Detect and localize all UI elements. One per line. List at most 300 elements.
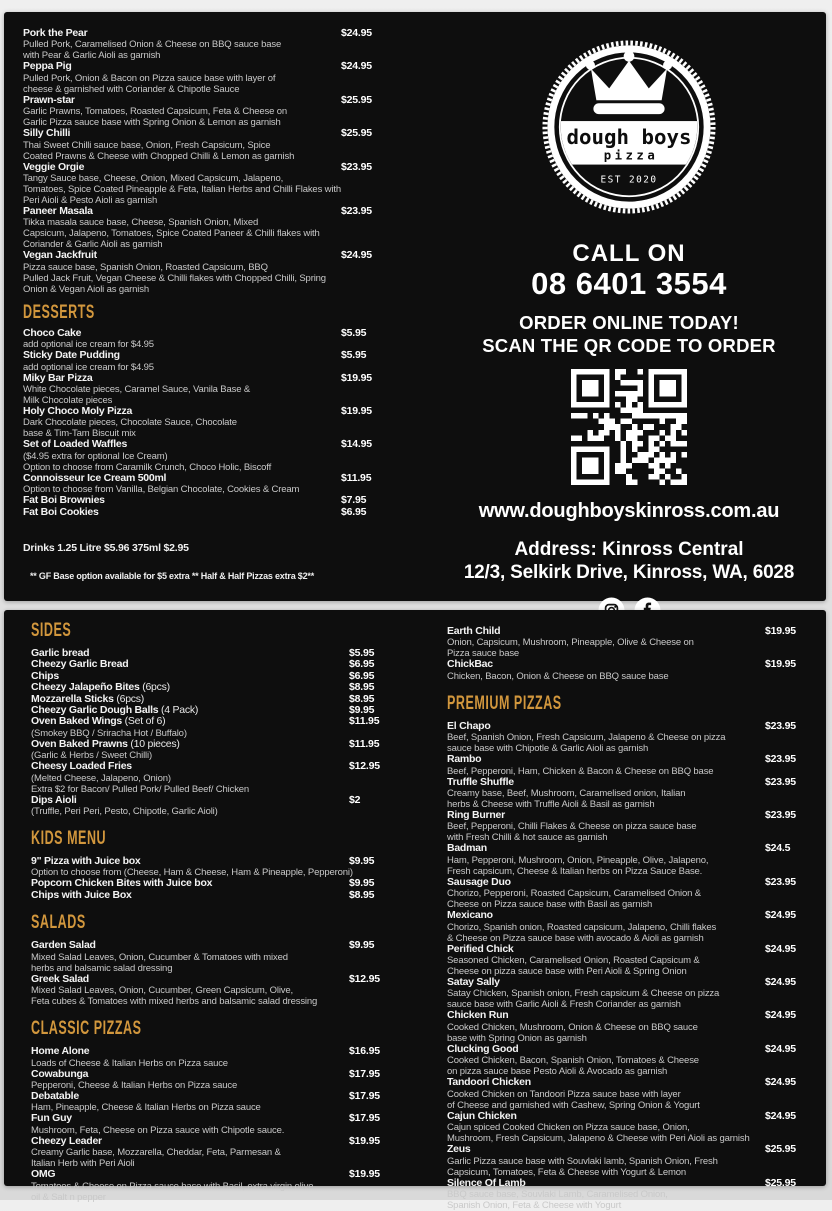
menu-item-description: Cheese on Pizza sauce base with Basil as garnish [447,899,653,911]
menu-item-name: Badman [447,842,487,855]
menu-item-greek-salad [31,974,391,1007]
menu-item-row [31,1069,391,1080]
menu-item-row [447,910,811,921]
menu-item-description: oil & Salt n pepper [31,1191,106,1203]
menu-item-chips-with-juice-box [31,890,391,901]
menu-item-name: Cajun Chicken [447,1109,517,1122]
address-line2: 12/3, Selkirk Drive, Kinross, WA, 6028 [463,562,795,583]
menu-item-name: 9" Pizza with Juice box [31,855,141,868]
menu-item-name: Clucking Good [447,1042,519,1055]
menu-item-cheezy-garlic-bread [31,659,391,670]
menu-item-name: Holy Choco Moly Pizza [23,405,133,418]
menu-item-name: Chips with Juice Box [31,888,132,901]
menu-item-row [23,495,395,506]
menu-item-description: Fresh capsicum, Cheese & Italian herbs on Pizza Sauce Base. [447,865,703,877]
menu-item-description: Chorizo, Pepperoni, Roasted Capsicum, Caramelised Onion & [447,888,701,900]
menu-item-row [23,206,395,217]
menu-item-row [23,61,395,72]
gf-base-footnote: ** GF Base option available for $5 extra ** Half & Half Pizzas extra $2** [30,571,315,582]
menu-item-price: $24.95 [765,1109,796,1122]
crown-icon [586,51,672,114]
menu-item-price: $24.95 [765,942,796,955]
menu-item-price: $8.95 [349,692,375,705]
menu-item-price: $7.95 [341,494,367,507]
menu-item-row [31,940,391,951]
menu-item-name-suffix: (10 pieces) [127,737,180,750]
menu-item-miky-bar-pizza [23,373,395,406]
menu-item-description: Mixed Salad Leaves, Onion, Cucumber, Green Capsicum, Olive, [31,985,294,997]
menu-item-name: Perified Chick [447,942,514,955]
menu-item-description: add optional ice cream for $4.95 [23,339,154,351]
menu-item-description: Pulled Jack Fruit, Vegan Cheese & Chilli flakes with Chopped Chilli, Spring [23,272,326,284]
menu-item-description: Extra $2 for Bacon/ Pulled Pork/ Pulled Beef/ Chicken [31,783,250,795]
menu-item-price: $16.95 [349,1045,380,1058]
menu-item-description: Thai Sweet Chilli sauce base, Onion, Fresh Capsicum, Spice [23,139,271,151]
menu-item-prawn-star [23,95,395,128]
menu-item-price: $24.95 [765,909,796,922]
menu-item-row [23,507,395,518]
section-heading-desserts [23,301,395,323]
call-on-label: CALL ON [572,240,686,267]
menu-item-name: Garden Salad [31,939,96,952]
menu-item-price: $5.95 [349,647,375,659]
menu-item-description: Mushroom, Fresh Capsicum, Jalapeno & Cheese with Peri Aioli as garnish [447,1133,750,1145]
menu-item-row [31,761,391,772]
menu-item-price: $25.95 [341,127,372,140]
menu-item-mexicano [447,910,811,943]
menu-item-set-of-loaded-waffles [23,439,395,472]
menu-item-description: Beef, Pepperoni, Ham, Chicken & Bacon & Cheese on BBQ base [447,765,714,777]
menu-item-row [31,890,391,901]
menu-item-price: $25.95 [765,1143,796,1156]
menu-item-row [447,721,811,732]
scan-qr-text: SCAN THE QR CODE TO ORDER [482,335,776,356]
menu-item-description: Chorizo, Spanish onion, Roasted capsicum, Jalapeno, Chilli flakes [447,921,717,933]
menu-item-name: Paneer Masala [23,205,93,218]
menu-item-cajun-chicken [447,1111,811,1144]
menu-item-description: Coated Prawns & Cheese with Chopped Chilli & Lemon as garnish [23,150,295,162]
menu-item-name: Miky Bar Pizza [23,371,93,384]
menu-item-name: El Chapo [447,719,491,732]
menu-item-name: Sticky Date Pudding [23,349,120,362]
menu-item-name: Choco Cake [23,326,82,339]
menu-item-name: Connoisseur Ice Cream 500ml [23,471,167,484]
menu-item-price: $5.95 [341,349,367,362]
menu-item-name-suffix: (4 Pack) [158,704,199,717]
menu-item-name: Fun Guy [31,1112,72,1125]
menu-item-description: Creamy base, Beef, Mushroom, Caramelised onion, Italian [447,788,686,800]
menu-item-description: Capsicum, Tomatoes, Feta & Cheese with Yogurt & Lemon [447,1166,687,1178]
menu-item-name: Peppa Pig [23,60,72,73]
menu-item-name: Popcorn Chicken Bites with Juice box [31,877,213,890]
menu-item-cheesy-loaded-fries [31,761,391,794]
menu-item-description: Ham, Pepperoni, Mushroom, Onion, Pineapple, Olive, Jalapeno, [447,854,709,866]
menu-item-description: Tomatoes, Spice Coated Pineapple & Feta, Italian Herbs and Chilli Flakes with [23,184,341,196]
menu-item-price: $14.95 [341,438,372,451]
menu-item-description: Pizza sauce base [447,648,520,660]
menu-item-row [23,473,395,484]
menu-item-row [447,810,811,821]
menu-item-description: Onion, Capsicum, Mushroom, Pineapple, Olive & Cheese on [447,637,694,649]
menu-item-fat-boi-cookies [23,507,395,518]
menu-item-price: $5.95 [341,326,367,339]
menu-item-description: Option to choose from Vanilla, Belgian Chocolate, Cookies & Cream [23,484,300,496]
menu-item-name: Truffle Shuffle [447,775,514,788]
menu-item-name: Cheezy Garlic Bread [31,658,129,671]
top-left-menu-column [23,24,395,581]
menu-item-name: Garlic bread [31,647,90,659]
menu-item-price: $24.95 [341,27,372,39]
menu-item-debatable [31,1091,391,1113]
menu-item-description: Mushroom, Feta, Cheese on Pizza sauce with Chipotle sauce. [31,1124,285,1136]
menu-item-price: $11.95 [349,737,380,750]
menu-item-description: (Smokey BBQ / Sriracha Hot / Buffalo) [31,727,187,739]
menu-item-row [447,1077,811,1088]
drinks-note: Drinks 1.25 Litre $5.96 375ml $2.95 [23,542,189,555]
menu-item-price: $2 [349,793,361,806]
menu-item-cheezy-jalape-o-bites [31,682,391,693]
menu-item-oven-baked-prawns [31,739,391,761]
menu-item-cowabunga [31,1069,391,1091]
menu-item-chicken-run [447,1010,811,1043]
menu-item-price: $9.95 [349,855,375,868]
menu-item-description: Satay Chicken, Spanish onion, Fresh capsicum & Cheese on pizza [447,988,720,1000]
menu-item-row [31,795,391,806]
menu-item-description: Cheese on pizza sauce base with Peri Aioli & Spring Onion [447,966,687,978]
menu-item-9-pizza-with-juice-box [31,856,391,878]
phone-number: 08 6401 3554 [531,266,727,301]
menu-item-name: Set of Loaded Waffles [23,438,128,451]
menu-item-row [447,777,811,788]
menu-item-description: Creamy Garlic base, Mozzarella, Cheddar, Feta, Parmesan & [31,1147,281,1159]
menu-item-description: Cooked Chicken, Mushroom, Onion & Cheese on BBQ sauce [447,1021,698,1033]
menu-item-name: OMG [31,1168,56,1181]
menu-item-description: sauce base with Garlic Aioli & Fresh Coriander as garnish [447,999,681,1011]
menu-item-paneer-masala [23,206,395,250]
menu-item-dips-aioli [31,795,391,817]
menu-item-row [31,659,391,670]
section-heading-text: SIDES [31,620,72,641]
menu-item-description: with Fresh Chilli & hot sauce as garnish [447,832,608,844]
menu-item-description: of Cheese and garnished with Cashew, Spring Onion & Yogurt [447,1099,700,1111]
menu-item-name: Cheezy Jalapeño Bites (6pcs) [31,681,170,694]
menu-item-omg [31,1169,391,1202]
menu-item-row [447,1144,811,1155]
menu-item-description: Pizza sauce base, Spanish Onion, Roasted Capsicum, BBQ [23,261,268,273]
menu-item-price: $24.95 [765,1042,796,1055]
menu-item-price: $24.95 [341,60,372,73]
menu-item-name: Satay Sally [447,976,500,989]
menu-item-description: Beef, Pepperoni, Chilli Flakes & Cheese on pizza sauce base [447,821,697,833]
menu-item-price: $23.95 [765,875,796,888]
menu-item-name: Ring Burner [447,809,505,822]
menu-item-description: add optional ice cream for $4.95 [23,361,154,373]
menu-item-row [447,843,811,854]
menu-item-price: $12.95 [349,760,380,773]
menu-item-row [31,974,391,985]
menu-item-description: BBQ sauce base, Souvlaki Lamb, Caramelised Onion, [447,1188,668,1200]
menu-item-name: Debatable [31,1089,79,1102]
menu-item-price: $19.95 [349,1134,380,1147]
menu-item-price: $23.95 [765,719,796,732]
menu-item-el-chapo [447,721,811,754]
menu-item-price: $19.95 [765,625,796,637]
menu-item-garden-salad [31,940,391,973]
menu-item-row [23,328,395,339]
menu-item-price: $11.95 [341,471,372,484]
menu-item-description: Milk Chocolate pieces [23,395,113,407]
menu-item-description: Garlic Pizza sauce base with Souvlaki lamb, Spanish Onion, Fresh [447,1155,718,1167]
logo-name-line1: dough boys [566,124,692,149]
menu-item-price: $23.95 [765,775,796,788]
menu-item-name-suffix: (Set of 6) [122,715,166,728]
menu-item-row [23,373,395,384]
menu-item-row [447,1010,811,1021]
menu-item-price: $17.95 [349,1089,380,1102]
menu-item-price: $12.95 [349,972,380,985]
menu-item-description: cheese & garnished with Coriander & Chipotle Sauce [23,83,240,95]
menu-item-description: sauce base with Chipotle & Garlic Aioli as garnish [447,743,649,755]
menu-item-name: Zeus [447,1143,471,1156]
menu-item-row [447,1178,811,1189]
menu-item-description: Garlic Prawns, Tomatoes, Roasted Capsicum, Feta & Cheese on [23,106,287,118]
menu-item-price: $11.95 [349,715,380,728]
menu-item-name: Chicken Run [447,1009,509,1022]
menu-item-row [23,95,395,106]
menu-item-row [31,1091,391,1102]
menu-item-description: Onion & Vegan Aioli as garnish [23,283,149,295]
menu-item-name: Fat Boi Cookies [23,505,99,518]
menu-item-row [31,1169,391,1180]
menu-item-description: Beef, Spanish Onion, Fresh Capsicum, Jalapeno & Cheese on pizza [447,732,726,744]
menu-item-name: Tandoori Chicken [447,1076,531,1089]
menu-item-name-suffix: (6pcs) [113,692,145,705]
menu-item-description: & Cheese on Pizza sauce base with avocado & Aioli as garnish [447,932,704,944]
menu-item-description: ($4.95 extra for optional Ice Cream) [23,450,168,462]
menu-item-row [23,439,395,450]
menu-item-price: $19.95 [341,371,372,384]
menu-item-price: $24.95 [765,976,796,989]
menu-item-choco-cake [23,328,395,350]
menu-item-row [447,977,811,988]
menu-item-perified-chick [447,944,811,977]
menu-item-price: $17.95 [349,1112,380,1125]
menu-item-price: $17.95 [349,1067,380,1080]
menu-item-price: $19.95 [349,1168,380,1181]
menu-item-description: Feta cubes & Tomatoes with mixed herbs and balsamic salad dressing [31,996,318,1008]
menu-item-price: $6.95 [349,658,375,671]
menu-item-row [31,1113,391,1124]
menu-item-tandoori-chicken [447,1077,811,1110]
menu-item-fun-guy [31,1113,391,1135]
menu-item-rambo [447,754,811,776]
menu-item-name: Pork the Pear [23,27,88,39]
menu-item-price: $24.5 [765,842,791,855]
section-heading-sides [31,620,391,641]
menu-item-name: ChickBac [447,658,493,671]
menu-item-row [447,1111,811,1122]
menu-item-sticky-date-pudding [23,350,395,372]
menu-item-holy-choco-moly-pizza [23,406,395,439]
menu-item-silly-chilli [23,128,395,161]
menu-item-description: Loads of Cheese & Italian Herbs on Pizza sauce [31,1057,228,1069]
section-heading-text: SALADS [31,912,86,934]
menu-item-price: $19.95 [341,405,372,418]
menu-item-price: $25.95 [341,93,372,106]
menu-item-description: Spanish Onion, Feta & Cheese with Yogurt [447,1199,622,1211]
section-heading-kids-menu [31,828,391,850]
menu-panel-bottom [4,610,826,1211]
section-heading-text: KIDS MENU [31,828,107,850]
menu-item-description: base with Spring Onion as garnish [447,1032,587,1044]
menu-item-cheezy-leader [31,1136,391,1169]
menu-item-description: Pulled Pork, Onion & Bacon on Pizza sauce base with layer of [23,72,276,84]
menu-item-row [31,682,391,693]
menu-item-description: Coriander & Garlic Aioli as garnish [23,239,163,251]
menu-item-row [31,1136,391,1147]
menu-item-silence-of-lamb [447,1178,811,1211]
menu-item-clucking-good [447,1044,811,1077]
menu-item-row [447,659,811,670]
menu-item-row [23,250,395,261]
menu-item-row [31,1046,391,1057]
menu-item-name: Prawn-star [23,93,75,106]
menu-item-description: Garlic Pizza sauce base with Spring Onion & Lemon as garnish [23,117,281,129]
menu-item-description: Capsicum, Jalapeno, Tomatoes, Spice Coated Paneer & Chilli flakes with [23,228,320,240]
menu-item-name: Earth Child [447,625,501,637]
menu-item-home-alone [31,1046,391,1068]
menu-item-description: (Truffle, Peri Peri, Pesto, Chipotle, Garlic Aioli) [31,806,218,818]
menu-item-row [447,877,811,888]
menu-item-row [23,28,395,39]
menu-item-name: Home Alone [31,1045,90,1058]
menu-item-row [23,406,395,417]
menu-item-price: $24.95 [765,1076,796,1089]
order-online-text: ORDER ONLINE TODAY! [519,312,739,333]
menu-item-description: Cooked Chicken on Tandoori Pizza sauce base with layer [447,1088,681,1100]
menu-item-row [447,1044,811,1055]
menu-item-description: on pizza sauce base Pesto Aioli & Avocado as garnish [447,1066,668,1078]
menu-panel-top [4,12,826,601]
menu-item-sausage-duo [447,877,811,910]
menu-item-description: Ham, Pineapple, Cheese & Italian Herbs on Pizza sauce [31,1102,261,1114]
menu-item-row [31,739,391,750]
menu-item-row [447,626,811,637]
menu-item-vegan-jackfruit [23,250,395,294]
menu-item-description: White Chocolate pieces, Caramel Sauce, Vanila Base & [23,384,251,396]
menu-item-price: $6.95 [341,505,367,518]
menu-item-price: $23.95 [341,160,372,173]
menu-item-description: base & Tim-Tam Biscuit mix [23,428,136,440]
menu-item-row [23,162,395,173]
menu-item-row [31,716,391,727]
section-heading-text: CLASSIC PIZZAS [31,1018,142,1040]
menu-item-chickbac [447,659,811,681]
section-heading-text: DESSERTS [23,301,95,323]
menu-item-price: $9.95 [349,939,375,952]
menu-item-name: Oven Baked Prawns (10 pieces) [31,737,180,750]
section-heading-text: PREMIUM PIZZAS [447,692,562,714]
menu-item-truffle-shuffle [447,777,811,810]
menu-item-description: Option to choose from (Cheese, Ham & Cheese, Ham & Pineapple, Pepperoni) [31,867,353,879]
logo-est-text: EST 2020 [600,174,658,186]
menu-item-name: Mexicano [447,909,493,922]
menu-item-peppa-pig [23,61,395,94]
menu-item-description: with Pear & Garlic Aioli as garnish [23,50,161,62]
menu-item-veggie-orgie [23,162,395,206]
menu-item-price: $8.95 [349,681,375,694]
menu-item-description: Italian Herb with Peri Aioli [31,1158,135,1170]
menu-item-row [23,350,395,361]
menu-item-description: Pepperoni, Cheese & Italian Herbs on Pizza sauce [31,1079,238,1091]
menu-item-name: Oven Baked Wings (Set of 6) [31,715,166,728]
section-heading-classic-pizzas [31,1018,391,1040]
menu-item-description: herbs & Cheese with Truffle Aioli & Basil as garnish [447,799,655,811]
menu-item-name: Silly Chilli [23,127,71,140]
menu-item-price: $23.95 [341,205,372,218]
menu-item-name: Fat Boi Brownies [23,494,105,507]
menu-item-description: Cooked Chicken, Bacon, Spanish Onion, Tomatoes & Cheese [447,1055,699,1067]
menu-item-price: $6.95 [349,669,375,682]
menu-item-description: herbs and balsamic salad dressing [31,962,173,974]
menu-item-fat-boi-brownies [23,495,395,506]
menu-item-price: $23.95 [765,753,796,766]
menu-item-price: $8.95 [349,888,375,901]
menu-item-name: Cheesy Loaded Fries [31,760,132,773]
menu-item-name: Chips [31,669,59,682]
website-url: www.doughboyskinross.com.au [478,500,780,522]
menu-item-name: Cheezy Garlic Dough Balls (4 Pack) [31,704,199,717]
menu-item-ring-burner [447,810,811,843]
menu-item-name: Silence Of Lamb [447,1176,526,1189]
menu-item-row [447,754,811,765]
menu-item-description: Tomatoes & Cheese on Pizza sauce base with Basil, extra virgin olive [31,1180,314,1192]
menu-item-row [31,856,391,867]
menu-item-description: Option to choose from Caramilk Crunch, Choco Holic, Biscoff [23,461,272,473]
menu-item-description: Tangy Sauce base, Cheese, Onion, Mixed Capsicum, Jalapeno, [23,173,284,185]
qr-code [429,369,829,485]
menu-item-row [447,944,811,955]
logo-name-line2: pizza [603,148,659,163]
menu-item-earth-child [447,626,811,659]
menu-item-description: (Garlic & Herbs / Sweet Chilli) [31,750,152,762]
brand-column [429,38,829,624]
menu-item-name: Rambo [447,753,482,766]
bottom-left-menu-column [31,610,391,1203]
menu-item-name-suffix: (6pcs) [139,681,170,694]
menu-item-price: $9.95 [349,704,375,717]
menu-item-badman [447,843,811,876]
menu-item-price: $23.95 [765,809,796,822]
menu-item-name: Cowabunga [31,1067,89,1080]
menu-item-description: Mixed Salad Leaves, Onion, Cucumber & Tomatoes with mixed [31,951,288,963]
section-heading-premium-pizzas [447,692,811,714]
menu-item-name: Dips Aioli [31,793,77,806]
menu-item-row [23,128,395,139]
menu-item-price: $9.95 [349,877,375,890]
menu-item-description: Pulled Pork, Caramelised Onion & Cheese on BBQ sauce base [23,39,282,51]
dough-boys-logo [540,38,718,216]
menu-item-name: Mozzarella Sticks (6pcs) [31,692,145,705]
menu-item-satay-sally [447,977,811,1010]
section-heading-salads [31,912,391,934]
menu-item-price: $19.95 [765,658,796,671]
menu-item-description: Seasoned Chicken, Caramelised Onion, Roasted Capsicum & [447,955,700,967]
bottom-right-menu-column [447,626,811,1211]
menu-item-name: Veggie Orgie [23,160,85,173]
menu-item-description: Cajun spiced Cooked Chicken on Pizza sauce base, Onion, [447,1122,690,1134]
menu-item-name: Cheezy Leader [31,1134,102,1147]
